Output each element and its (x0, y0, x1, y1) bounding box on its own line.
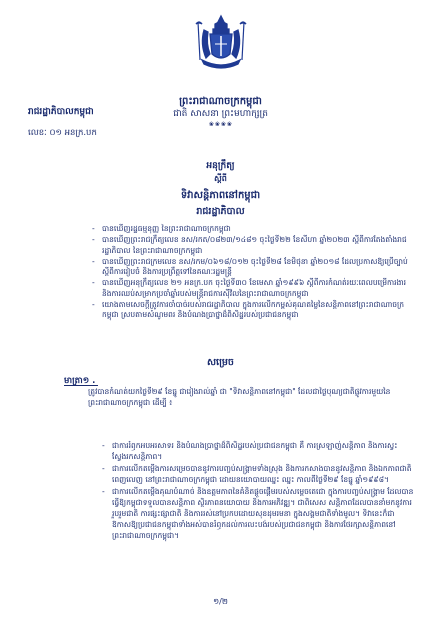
ornament-divider: ❀❀❀❀ (208, 121, 234, 128)
issuing-office: រាជរដ្ឋាភិបាលកម្ពុជា (28, 107, 94, 117)
article-1-label: មាត្រា១ . (64, 376, 96, 386)
royal-coat-of-arms-emblem (194, 14, 248, 74)
preamble-list (92, 224, 412, 321)
preamble-item: - បានឃើញអនុក្រឹត្យលេខ ២១ អនក្រ.បក ចុះថ្ងៃទី៣០ ខែមេសា ឆ្នាំ១៩៩៦ ស្ដីពីការកំណត់រយៈពេលបម្រើការងារនិងការឈប់សម្រាកប្រចាំឆ្នាំរបស់មន្ត្រីរាជការស៊ីវិលនៃព្រះរាជាណាចក្រកម្ពុជា (92, 278, 412, 299)
article-1-points (102, 440, 414, 542)
preamble-item: - បានឃើញព្រះរាជក្រឹត្យលេខ នស/រកត/០៨២៣/១៤៨១ ចុះថ្ងៃទី២២ ខែសីហា ឆ្នាំ២០២៣ ស្ដីពីការតែងតាំងរាជរដ្ឋាភិបាល នៃព្រះរាជាណាចក្រកម្ពុជា (92, 235, 412, 256)
article-point: - ជាការលើកតម្កើងគុណបំណាច់ និងឧត្តមភាពនៃគំនិតផ្ដួចផ្ដើមរបស់សម្តេចតេជោ ក្នុងការបញ្ចប់សង្គ្រាម ដែលបានធ្វើឱ្យកម្ពុជាទទួលបានសន្តិភាព ស្ថិរភាពនយោបាយ និងការអភិវឌ្ឍ។ ជាពិសេស សន្តិភាពដែលបាននាំមកនូវការរួបរួមជាតិ ការផ្សះផ្សាជាតិ និងការរស់នៅប្រកបដោយសុខដុមរមនា ក្នុងសង្គមជាតិទាំងមូល។ ទិវានេះក៏ជាឱកាសឱ្យប្រជាជនកម្ពុជាទាំងអស់បានរំឭកដល់ការលះបង់របស់ប្រជាជនកម្ពុជា និងការថែរក្សាសន្តិភាពនៅព្រះរាជាណាចក្រកម្ពុជា។ (102, 486, 414, 541)
reference-number: លេខៈ ០១ អនក្រ.បក (28, 128, 97, 138)
national-motto: ជាតិ សាសនា ព្រះមហាក្សត្រ (173, 109, 268, 119)
document-subject: ទិវាសន្តិភាពនៅកម្ពុជា (180, 190, 261, 201)
preamble-item: - បានឃើញរដ្ឋធម្មនុញ្ញ នៃព្រះរាជាណាចក្រកម្ពុជា (92, 224, 412, 235)
issuer: រាជរដ្ឋាភិបាល (196, 206, 245, 217)
article-point: - ជាការរំឭកអបអរសាទរ និងបំណងប្រាថ្នាដ៏ពិសិដ្ឋរបស់ប្រជាជនកម្ពុជា គឺ ការស្រឡាញ់សន្តិភាព និងការស្វះស្វែងរកសន្តិភាព។ (102, 440, 414, 462)
title-on: ស្ដីពី (214, 174, 227, 183)
document-type: អនុក្រឹត្យ (206, 161, 235, 171)
kingdom-name: ព្រះរាជាណាចក្រកម្ពុជា (179, 96, 262, 107)
article-point: - ជាការលើកតម្កើងការសម្រេចបាននូវការបញ្ចប់សង្គ្រាមទាំងស្រុង និងការកសាងបាននូវសន្តិភាព និងឯកភាពជាតិពេញលេញ នៅព្រះរាជាណាចក្រកម្ពុជា ដោយនយោបាយឈ្នះ ឈ្នះ កាលពីថ្ងៃទី២៩ ខែធ្នូ ឆ្នាំ១៩៩៨។ (102, 463, 414, 485)
decision-heading: សម្រេច (207, 357, 234, 368)
preamble-item: - បានឃើញព្រះរាជក្រមលេខ នស/រកម/០៦១៨/០១២ ចុះថ្ងៃទី២៨ ខែមិថុនា ឆ្នាំ២០១៨ ដែលប្រកាសឱ្យប្រើច្បាប់ស្ដីពីការរៀបចំ និងការប្រព្រឹត្តទៅនៃគណៈរដ្ឋមន្ត្រី (92, 257, 412, 278)
preamble-item: - យោងតាមសេចក្ដីត្រូវការចាំបាច់របស់រាជរដ្ឋាភិបាល ក្នុងការលើកកម្ពស់គុណតម្លៃនៃសន្តិភាពនៅព្រះរាជាណាចក្រកម្ពុជា ស្របតាមសំណូមពរ និងបំណងប្រាថ្នាដ៏ពិសិដ្ឋរបស់ប្រជាជនកម្ពុជា (92, 300, 412, 321)
article-1-text: ត្រូវបានកំណត់យកថ្ងៃទី២៩ ខែធ្នូ ជារៀងរាល់ឆ្នាំ ជា "ទិវាសន្តិភាពនៅកម្ពុជា" ដែលជាថ្ងៃបុណ្យជាតិផ្លូវការមួយនៃព្រះរាជាណាចក្រកម្ពុជា ដើម្បី ៖ (88, 387, 391, 407)
page-number: ១/២ (213, 597, 228, 606)
